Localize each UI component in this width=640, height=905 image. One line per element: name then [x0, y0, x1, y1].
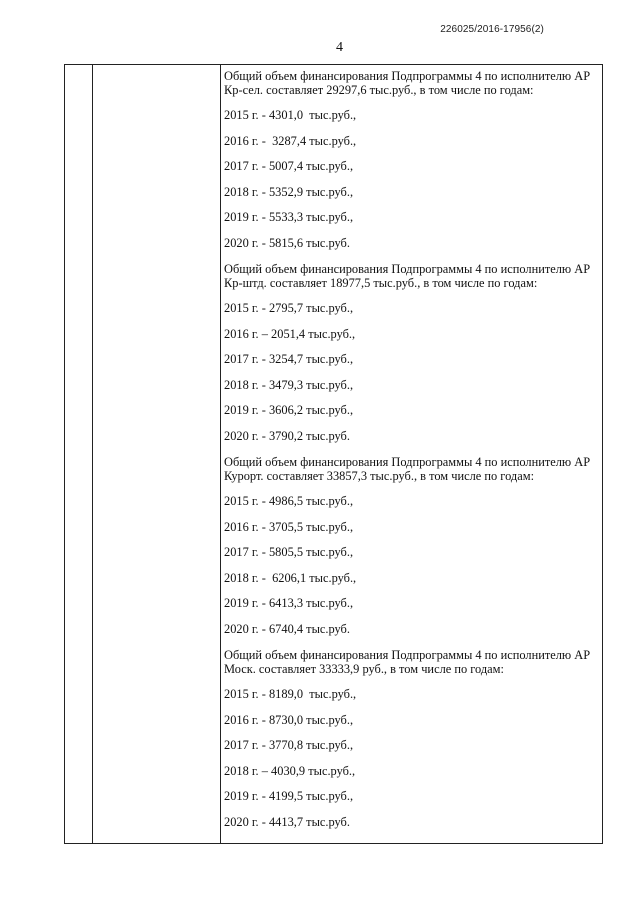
year-amount-line: 2020 г. - 3790,2 тыс.руб. [224, 428, 350, 443]
year-amount-line: 2016 г. – 2051,4 тыс.руб., [224, 326, 356, 341]
year-amount-line: 2015 г. - 4986,5 тыс.руб., [224, 493, 354, 508]
year-amount-line: 2016 г. - 8730,0 тыс.руб., [224, 712, 354, 727]
table-column-divider-1 [92, 65, 93, 843]
financing-intro: Общий объем финансирования Подпрограммы 4 по исполнителю АР Кр-сел. составляет 29297,6 тыс.руб., в том числе по годам: [224, 69, 591, 97]
year-amount-line: 2019 г. - 3606,2 тыс.руб., [224, 403, 354, 418]
year-amount-line: 2015 г. - 2795,7 тыс.руб., [224, 300, 354, 315]
financing-block [222, 455, 596, 648]
financing-intro: Общий объем финансирования Подпрограммы 4 по исполнителю АР Моск. составляет 33333,9 руб., в том числе по годам: [224, 647, 591, 676]
financing-intro: Общий объем финансирования Подпрограммы 4 по исполнителю АР Кр-штд. составляет 18977,5 тыс.руб., в том числе по годам: [224, 261, 591, 290]
year-amount-line: 2017 г. - 5805,5 тыс.руб., [224, 545, 354, 560]
financing-block [222, 648, 596, 841]
year-amount-line: 2020 г. - 4413,7 тыс.руб. [224, 814, 350, 829]
year-amount-line: 2019 г. - 4199,5 тыс.руб., [224, 789, 354, 804]
year-amount-line: 2017 г. - 3770,8 тыс.руб., [224, 738, 354, 753]
financing-table [64, 64, 603, 844]
year-amount-line: 2018 г. - 6206,1 тыс.руб., [224, 570, 357, 585]
year-amount-line: 2018 г. - 3479,3 тыс.руб., [224, 377, 354, 392]
year-amount-line: 2020 г. - 5815,6 тыс.руб. [224, 235, 350, 250]
financing-text-cell [222, 69, 596, 841]
year-amount-line: 2015 г. - 8189,0 тыс.руб., [224, 686, 357, 701]
year-amount-line: 2017 г. - 5007,4 тыс.руб., [224, 159, 354, 174]
financing-block [222, 262, 596, 455]
year-amount-line: 2018 г. - 5352,9 тыс.руб., [224, 184, 354, 199]
year-amount-line: 2019 г. - 5533,3 тыс.руб., [224, 210, 354, 225]
year-amount-line: 2016 г. - 3705,5 тыс.руб., [224, 519, 354, 534]
year-amount-line: 2019 г. - 6413,3 тыс.руб., [224, 596, 354, 611]
year-amount-line: 2018 г. – 4030,9 тыс.руб., [224, 763, 356, 778]
year-amount-line: 2017 г. - 3254,7 тыс.руб., [224, 352, 354, 367]
table-column-divider-2 [220, 65, 221, 843]
document-id: 226025/2016-17956(2) [440, 24, 544, 35]
financing-block [222, 69, 596, 262]
page-number: 4 [336, 40, 343, 55]
financing-intro: Общий объем финансирования Подпрограммы 4 по исполнителю АР Курорт. составляет 33857,3 тыс.руб., в том числе по годам: [224, 454, 591, 483]
year-amount-line: 2020 г. - 6740,4 тыс.руб. [224, 621, 350, 636]
year-amount-line: 2015 г. - 4301,0 тыс.руб., [224, 108, 357, 122]
year-amount-line: 2016 г. - 3287,4 тыс.руб., [224, 133, 357, 148]
